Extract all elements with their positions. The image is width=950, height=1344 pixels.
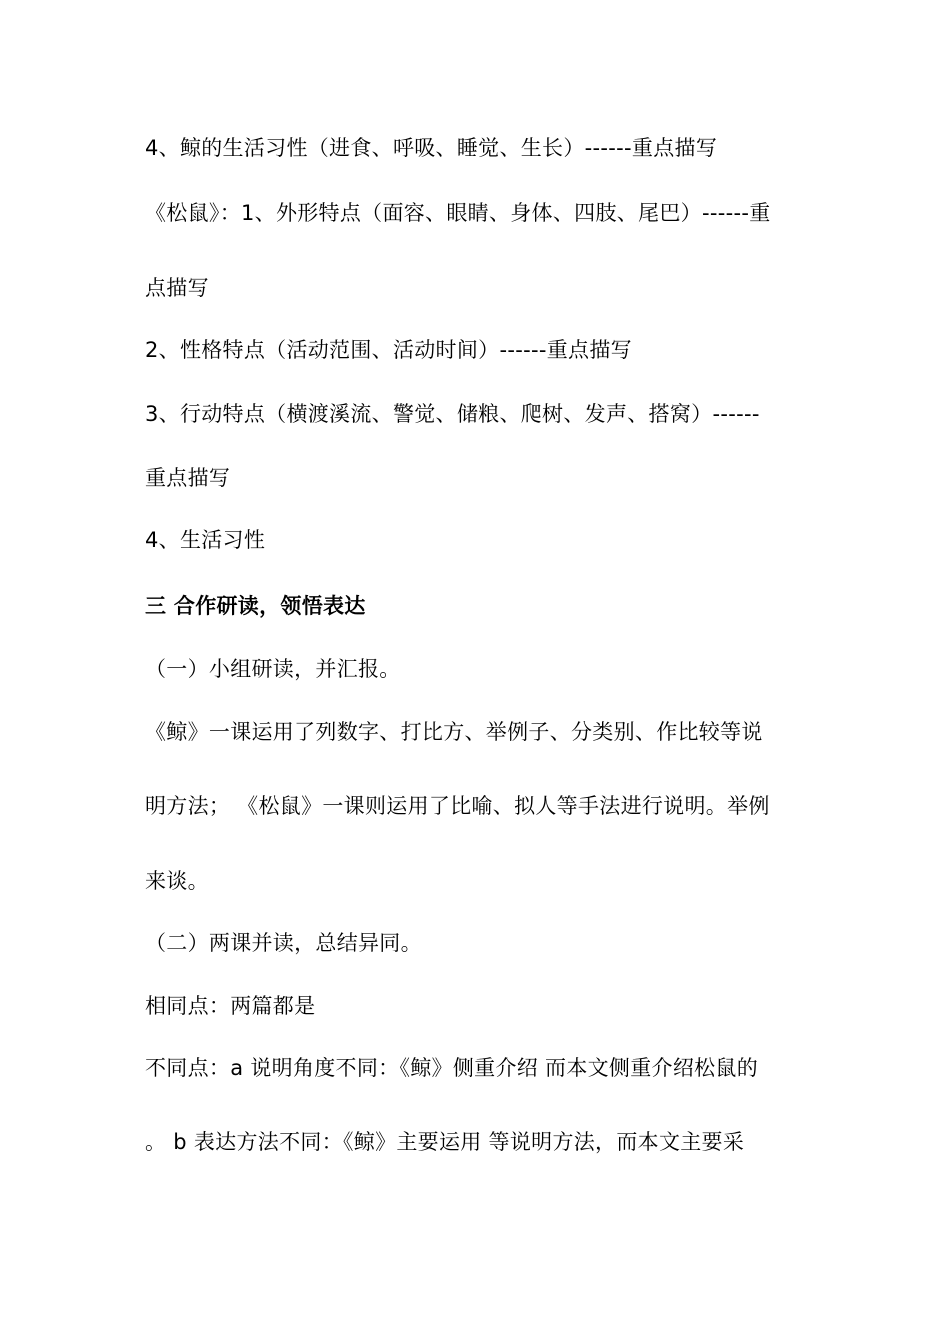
text-line-methods-cont: 明方法； 《松鼠》一课则运用了比喻、拟人等手法进行说明。举例 xyxy=(145,794,770,818)
text-line-methods: 《鲸》一课运用了列数字、打比方、举例子、分类别、作比较等说 xyxy=(145,720,763,744)
text-line-whale-habits: 4、鲸的生活习性（进食、呼吸、睡觉、生长）------重点描写 xyxy=(145,136,718,160)
text-line-differences-cont: 。 b 表达方法不同：《鲸》主要运用 等说明方法，而本文主要采 xyxy=(145,1130,745,1154)
text-line-squirrel-appearance-cont: 点描写 xyxy=(145,276,209,300)
text-line-methods-end: 来谈。 xyxy=(145,869,209,893)
text-line-squirrel-appearance: 《松鼠》：1、外形特点（面容、眼睛、身体、四肢、尾巴）------重 xyxy=(145,201,771,225)
text-line-living-habits: 4、生活习性 xyxy=(145,528,266,552)
section-heading: 三 合作研读，领悟表达 xyxy=(145,594,366,618)
subheading-group-reading: （一）小组研读，并汇报。 xyxy=(145,657,401,681)
subheading-compare: （二）两课并读，总结异同。 xyxy=(145,931,422,955)
text-line-similarities: 相同点：两篇都是 xyxy=(145,994,316,1018)
text-line-personality: 2、性格特点（活动范围、活动时间）------重点描写 xyxy=(145,338,632,362)
text-line-differences: 不同点：a 说明角度不同：《鲸》侧重介绍 而本文侧重介绍松鼠的 xyxy=(145,1056,759,1080)
text-line-behavior-cont: 重点描写 xyxy=(145,466,231,490)
text-line-behavior: 3、行动特点（横渡溪流、警觉、储粮、爬树、发声、搭窝）------ xyxy=(145,402,760,426)
